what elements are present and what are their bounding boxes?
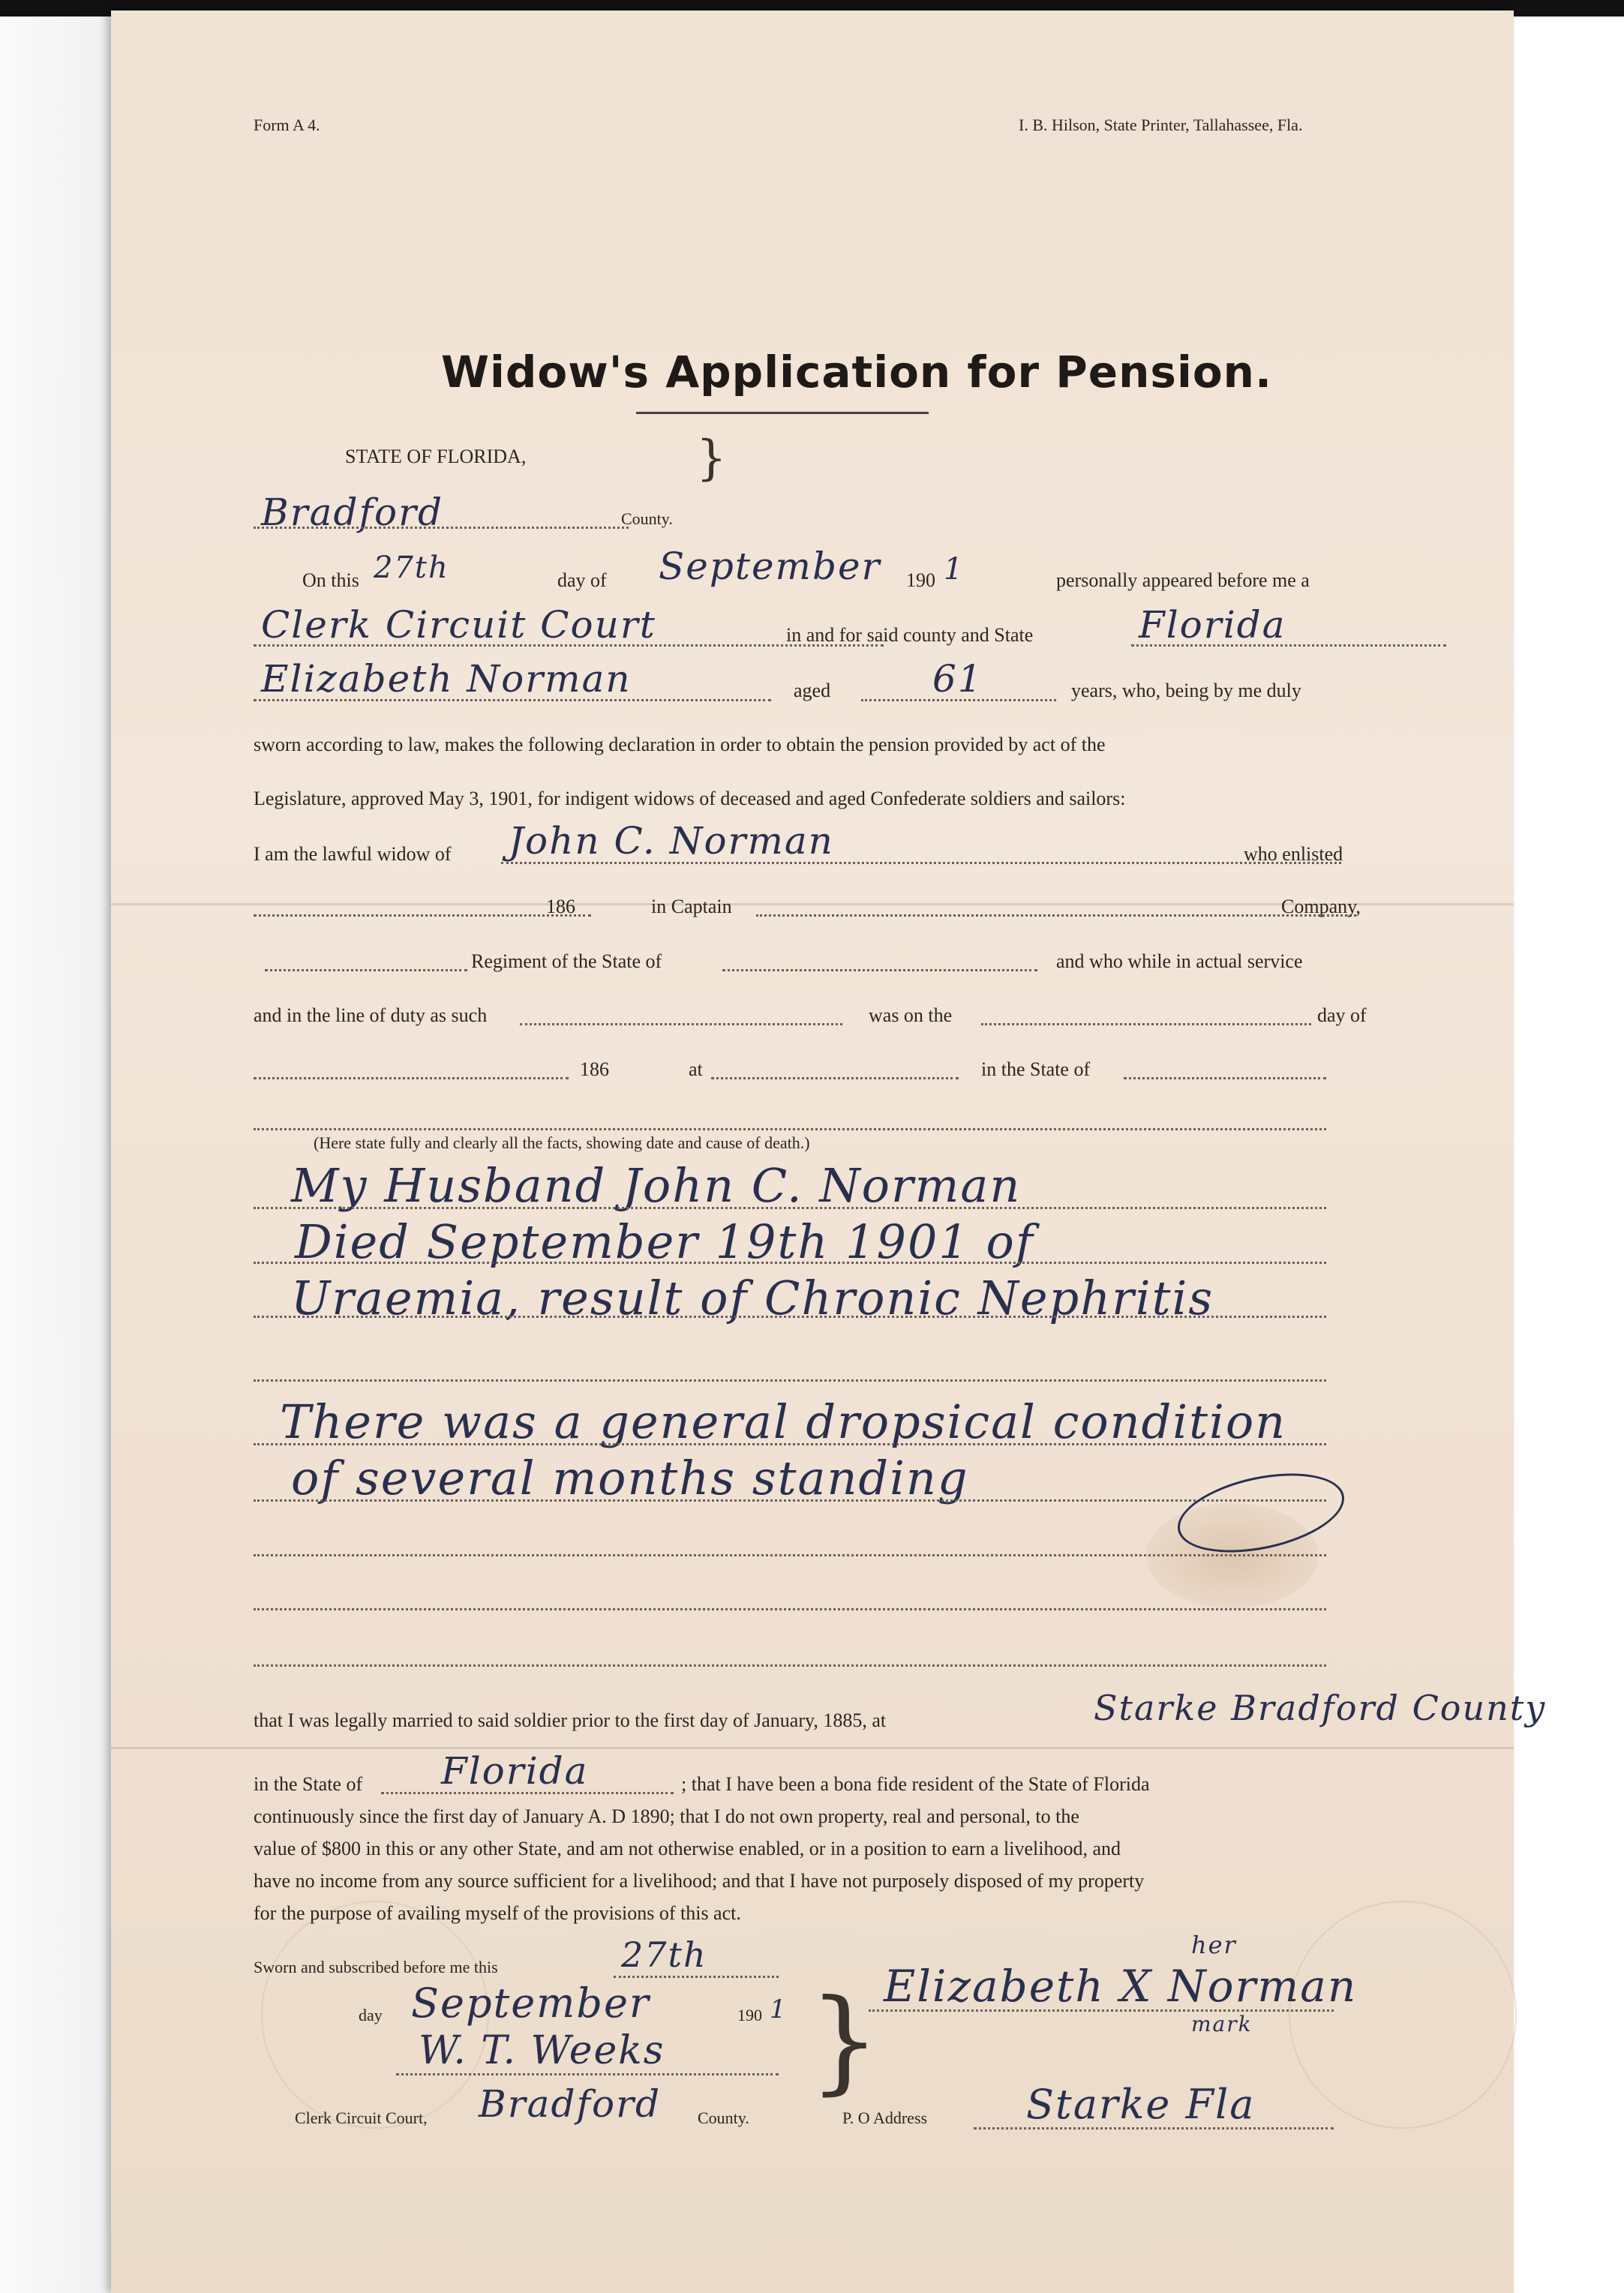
death-line: There was a general dropsical condition [280,1394,1287,1449]
scan-background [0,17,111,2293]
year-186-2: 186 [580,1058,609,1080]
dotted-line [254,1316,1326,1318]
death-line: of several months standing [291,1451,969,1505]
captain-label: in Captain [651,896,732,917]
dotted-line [254,1664,1326,1667]
po-value: Starke Fla [1026,2081,1256,2128]
oath-line: sworn according to law, makes the following declaration in order to obtain the pension provided by act of the [254,734,1106,755]
year-186: 186 [546,896,575,917]
company-label: Company, [1281,896,1361,917]
dotted-line [254,527,629,529]
in-state-label: in the State of [254,1773,363,1795]
regiment-label: Regiment of the State of [471,950,662,972]
dotted-line [520,1023,842,1025]
death-line: Uraemia, result of Chronic Nephritis [291,1271,1214,1325]
jurat-day-value: 27th [621,1934,707,1975]
title-rule [636,412,929,414]
dotted-line [254,1443,1326,1445]
dotted-line [869,2009,1334,2012]
embossed-seal [1289,1901,1517,2129]
document-page [111,11,1547,2293]
dotted-line [861,699,1056,701]
oath-line: Legislature, approved May 3, 1901, for indigent widows of deceased and aged Confederate soldiers and sailors: [254,788,1126,809]
venue-brace: } [696,431,727,486]
month-value: September [659,545,881,588]
state-label: STATE OF FLORIDA, [345,446,527,467]
dotted-line [254,1379,1326,1382]
widow-of-label: I am the lawful widow of [254,843,452,865]
sworn-text: Sworn and subscribed before me this [254,1958,498,1976]
page-title: Widow's Application for Pension. [441,347,1273,398]
dotted-line [1124,1077,1326,1079]
residence-text: ; that I have been a bona fide resident of the State of Florida [681,1773,1150,1795]
death-line: Died September 19th 1901 of [295,1214,1034,1269]
clerk-signature: W. T. Weeks [419,2028,665,2073]
day-value: 27th [374,551,449,585]
dotted-line [254,699,771,701]
fold-line [111,1747,1514,1749]
officer-value: Clerk Circuit Court [261,603,656,647]
dotted-line [254,1207,1326,1209]
dotted-line [711,1077,959,1079]
appeared-label: personally appeared before me a [1056,569,1310,591]
day-of-label: day of [557,569,607,591]
form-number: Form A 4. [254,116,320,134]
enlisted-label: who enlisted [1244,843,1343,865]
in-and-for-label: in and for said county and State [786,624,1034,646]
widow-name: Elizabeth Norman [261,657,632,701]
dotted-line [756,914,1356,917]
signature-mark: mark [1191,2012,1253,2036]
husband-name: John C. Norman [509,819,834,863]
dotted-line [501,862,1341,864]
at-label: at [689,1058,703,1080]
jurat-brace: } [809,1976,881,2106]
dotted-line [614,1976,779,1978]
dotted-line [254,1554,1326,1556]
jurat-county-label: County. [698,2108,749,2127]
in-state-label: in the State of [981,1058,1091,1080]
year-prefix: 190 [906,569,935,591]
dotted-line [265,969,467,971]
dotted-line [1131,644,1446,647]
marriage-line: for the purpose of availing myself of the provisions of this act. [254,1902,741,1924]
death-instruction: (Here state fully and clearly all the facts, showing date and cause of death.) [314,1133,810,1152]
printer-credit: I. B. Hilson, State Printer, Tallahassee, Fla. [1019,116,1303,134]
duty-label: and in the line of duty as such [254,1004,488,1026]
clerk-label: Clerk Circuit Court, [295,2108,428,2127]
on-this-label: On this [302,569,359,591]
dotted-line [396,2073,779,2075]
dotted-line [974,2127,1334,2129]
aged-label: aged [794,680,831,701]
marriage-place: Starke Bradford County [1094,1688,1547,1728]
signature-her: her [1191,1931,1237,1959]
po-label: P. O Address [842,2108,928,2127]
dotted-line [254,1608,1326,1610]
dotted-line [254,1077,569,1079]
dotted-line [254,1128,1326,1130]
death-line: My Husband John C. Norman [291,1158,1022,1213]
dotted-line [254,1262,1326,1264]
jurat-month-value: September [411,1979,650,2027]
years-text: years, who, being by me duly [1071,680,1301,701]
dotted-line [254,1499,1326,1502]
jurat-day-label: day [359,2006,383,2024]
county-label: County. [621,509,673,528]
jurat-county-value: Bradford [479,2082,661,2126]
marriage-line: have no income from any source sufficient for a livelihood; and that I have not purposely disposed of my property [254,1870,1145,1892]
marriage-line: value of $800 in this or any other State, and am not otherwise enabled, or in a position to earn a livelihood, and [254,1838,1121,1859]
dotted-line [981,1023,1311,1025]
marriage-state: Florida [441,1749,589,1793]
dotted-line [254,914,591,917]
marriage-line: continuously since the first day of January A. D 1890; that I do not own property, real and personal, to the [254,1805,1079,1827]
county-value: Bradford [261,491,443,534]
service-label: and who while in actual service [1056,950,1303,972]
jurat-year-prefix: 190 [737,2006,762,2024]
dotted-line [381,1792,674,1794]
state-value: Florida [1139,603,1286,647]
age-value: 61 [932,657,983,701]
widow-signature: Elizabeth X Norman [884,1961,1358,2012]
married-text: that I was legally married to said soldier prior to the first day of January, 1885, at [254,1709,887,1731]
day-of-label-2: day of [1317,1004,1367,1026]
year-suffix: 1 [944,552,965,587]
dotted-line [722,969,1037,971]
was-on-label: was on the [869,1004,953,1026]
jurat-year-suffix: 1 [770,1994,788,2024]
